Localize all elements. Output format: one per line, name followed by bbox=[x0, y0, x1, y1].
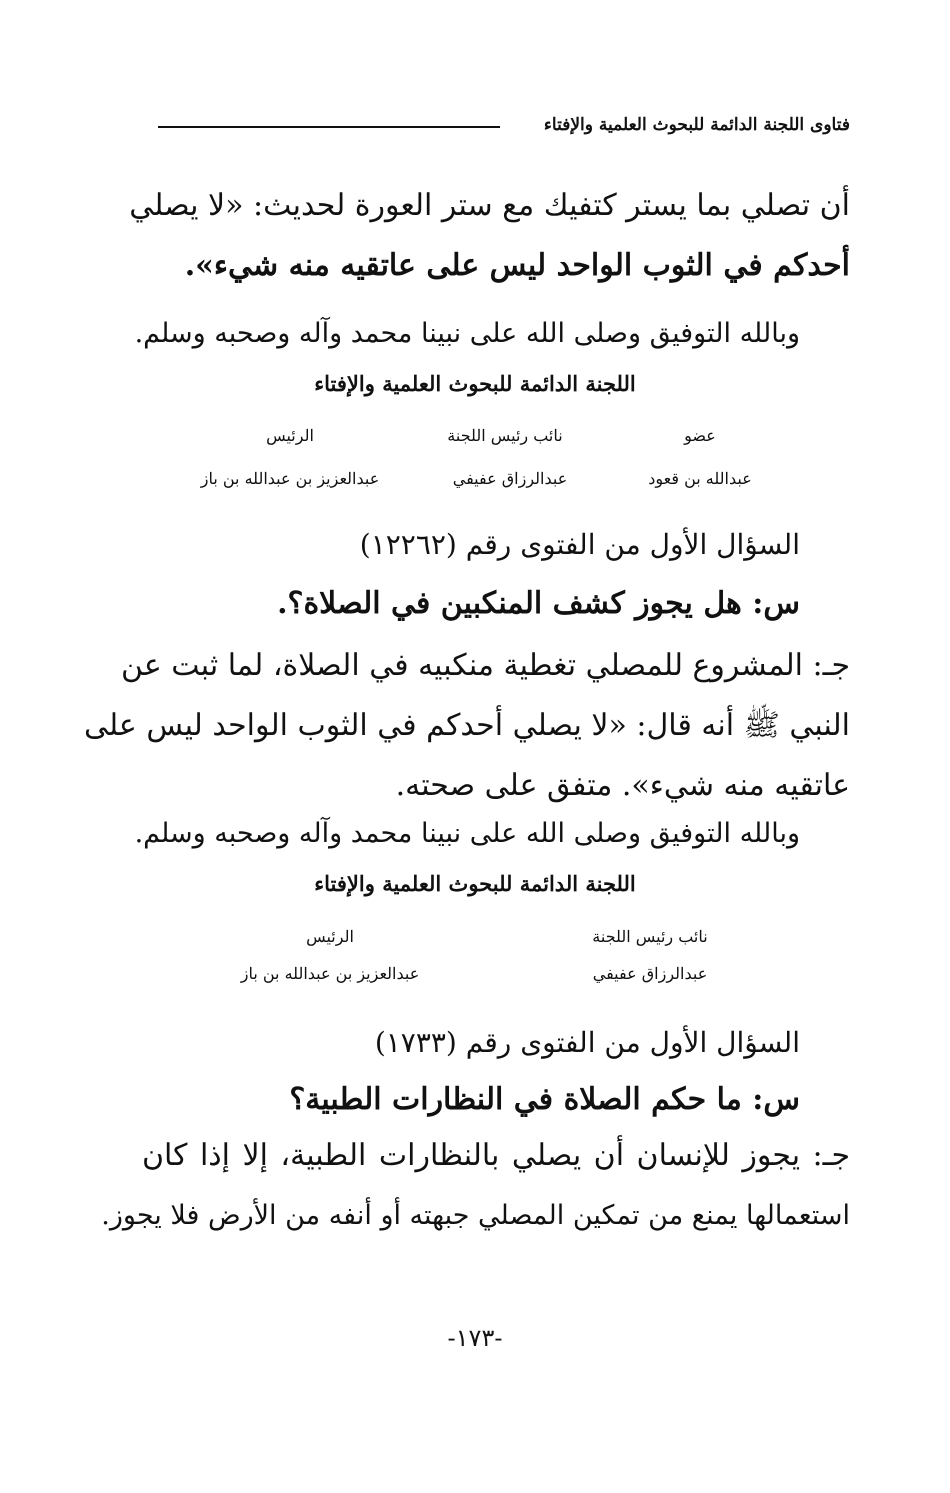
fatwa-1733-question: س: ما حكم الصلاة في النظارات الطبية؟ bbox=[289, 1082, 800, 1117]
committee-2-chair-role: الرئيس bbox=[306, 927, 354, 946]
fatwa-12262-answer-line-3: عاتقيه منه شيء». متفق على صحته. bbox=[395, 768, 850, 803]
intro-line-2: أحدكم في الثوب الواحد ليس على عاتقيه منه شيء». bbox=[184, 248, 850, 283]
fatwa-12262-question: س: هل يجوز كشف المنكبين في الصلاة؟. bbox=[277, 586, 800, 621]
committee-1-name: اللجنة الدائمة للبحوث العلمية والإفتاء bbox=[314, 371, 636, 396]
fatwa-12262-answer-line-2-text: النبي ﷺ أنه قال: «لا يصلي أحدكم في الثوب الواحد ليس على bbox=[83, 708, 850, 743]
committee-1-member-role: عضو bbox=[684, 426, 716, 445]
committee-2-vice-role: نائب رئيس اللجنة bbox=[592, 927, 708, 946]
fatwa-1733-answer-line-1-text: جـ: يجوز للإنسان أن يصلي بالنظارات الطبية، إلا إذا كان bbox=[142, 1138, 850, 1173]
fatwa-1733-heading: السؤال الأول من الفتوى رقم (١٧٣٣) bbox=[374, 1026, 800, 1059]
fatwa-1733-answer-line-2: استعمالها يمنع من تمكين المصلي جبهته أو أنفه من الأرض فلا يجوز. bbox=[101, 1200, 850, 1231]
header-rule bbox=[158, 126, 500, 128]
committee-2-chair-name: عبدالعزيز بن عبدالله بن باز bbox=[240, 964, 420, 983]
intro-line-1-text: أن تصلي بما يستر كتفيك مع ستر العورة لحديث: «لا يصلي bbox=[129, 188, 850, 223]
committee-1-chair-name: عبدالعزيز بن عبدالله بن باز bbox=[200, 469, 380, 488]
fatwa-12262-closing: وبالله التوفيق وصلى الله على نبينا محمد وآله وصحبه وسلم. bbox=[134, 818, 800, 849]
intro-line-1 bbox=[129, 184, 850, 228]
fatwa-1733-answer-line-1 bbox=[142, 1134, 850, 1178]
committee-1-vice-name: عبدالرزاق عفيفي bbox=[452, 469, 568, 488]
committee-1-vice-role: نائب رئيس اللجنة bbox=[447, 426, 563, 445]
fatwa-12262-answer-line-2 bbox=[83, 704, 850, 748]
intro-closing: وبالله التوفيق وصلى الله على نبينا محمد وآله وصحبه وسلم. bbox=[134, 318, 800, 349]
committee-1-chair-role: الرئيس bbox=[266, 426, 314, 445]
committee-2-name: اللجنة الدائمة للبحوث العلمية والإفتاء bbox=[314, 871, 636, 896]
committee-1-member-name: عبدالله بن قعود bbox=[648, 469, 752, 488]
running-header: فتاوى اللجنة الدائمة للبحوث العلمية والإفتاء bbox=[543, 115, 850, 135]
fatwa-12262-heading: السؤال الأول من الفتوى رقم (١٢٢٦٢) bbox=[359, 528, 800, 561]
committee-2-vice-name: عبدالرزاق عفيفي bbox=[592, 964, 708, 983]
page-number: -١٧٣- bbox=[447, 1324, 503, 1352]
fatwa-12262-answer-line-1-text: جـ: المشروع للمصلي تغطية منكبيه في الصلاة، لما ثبت عن bbox=[121, 648, 850, 683]
fatwa-12262-answer-line-1 bbox=[121, 644, 850, 688]
